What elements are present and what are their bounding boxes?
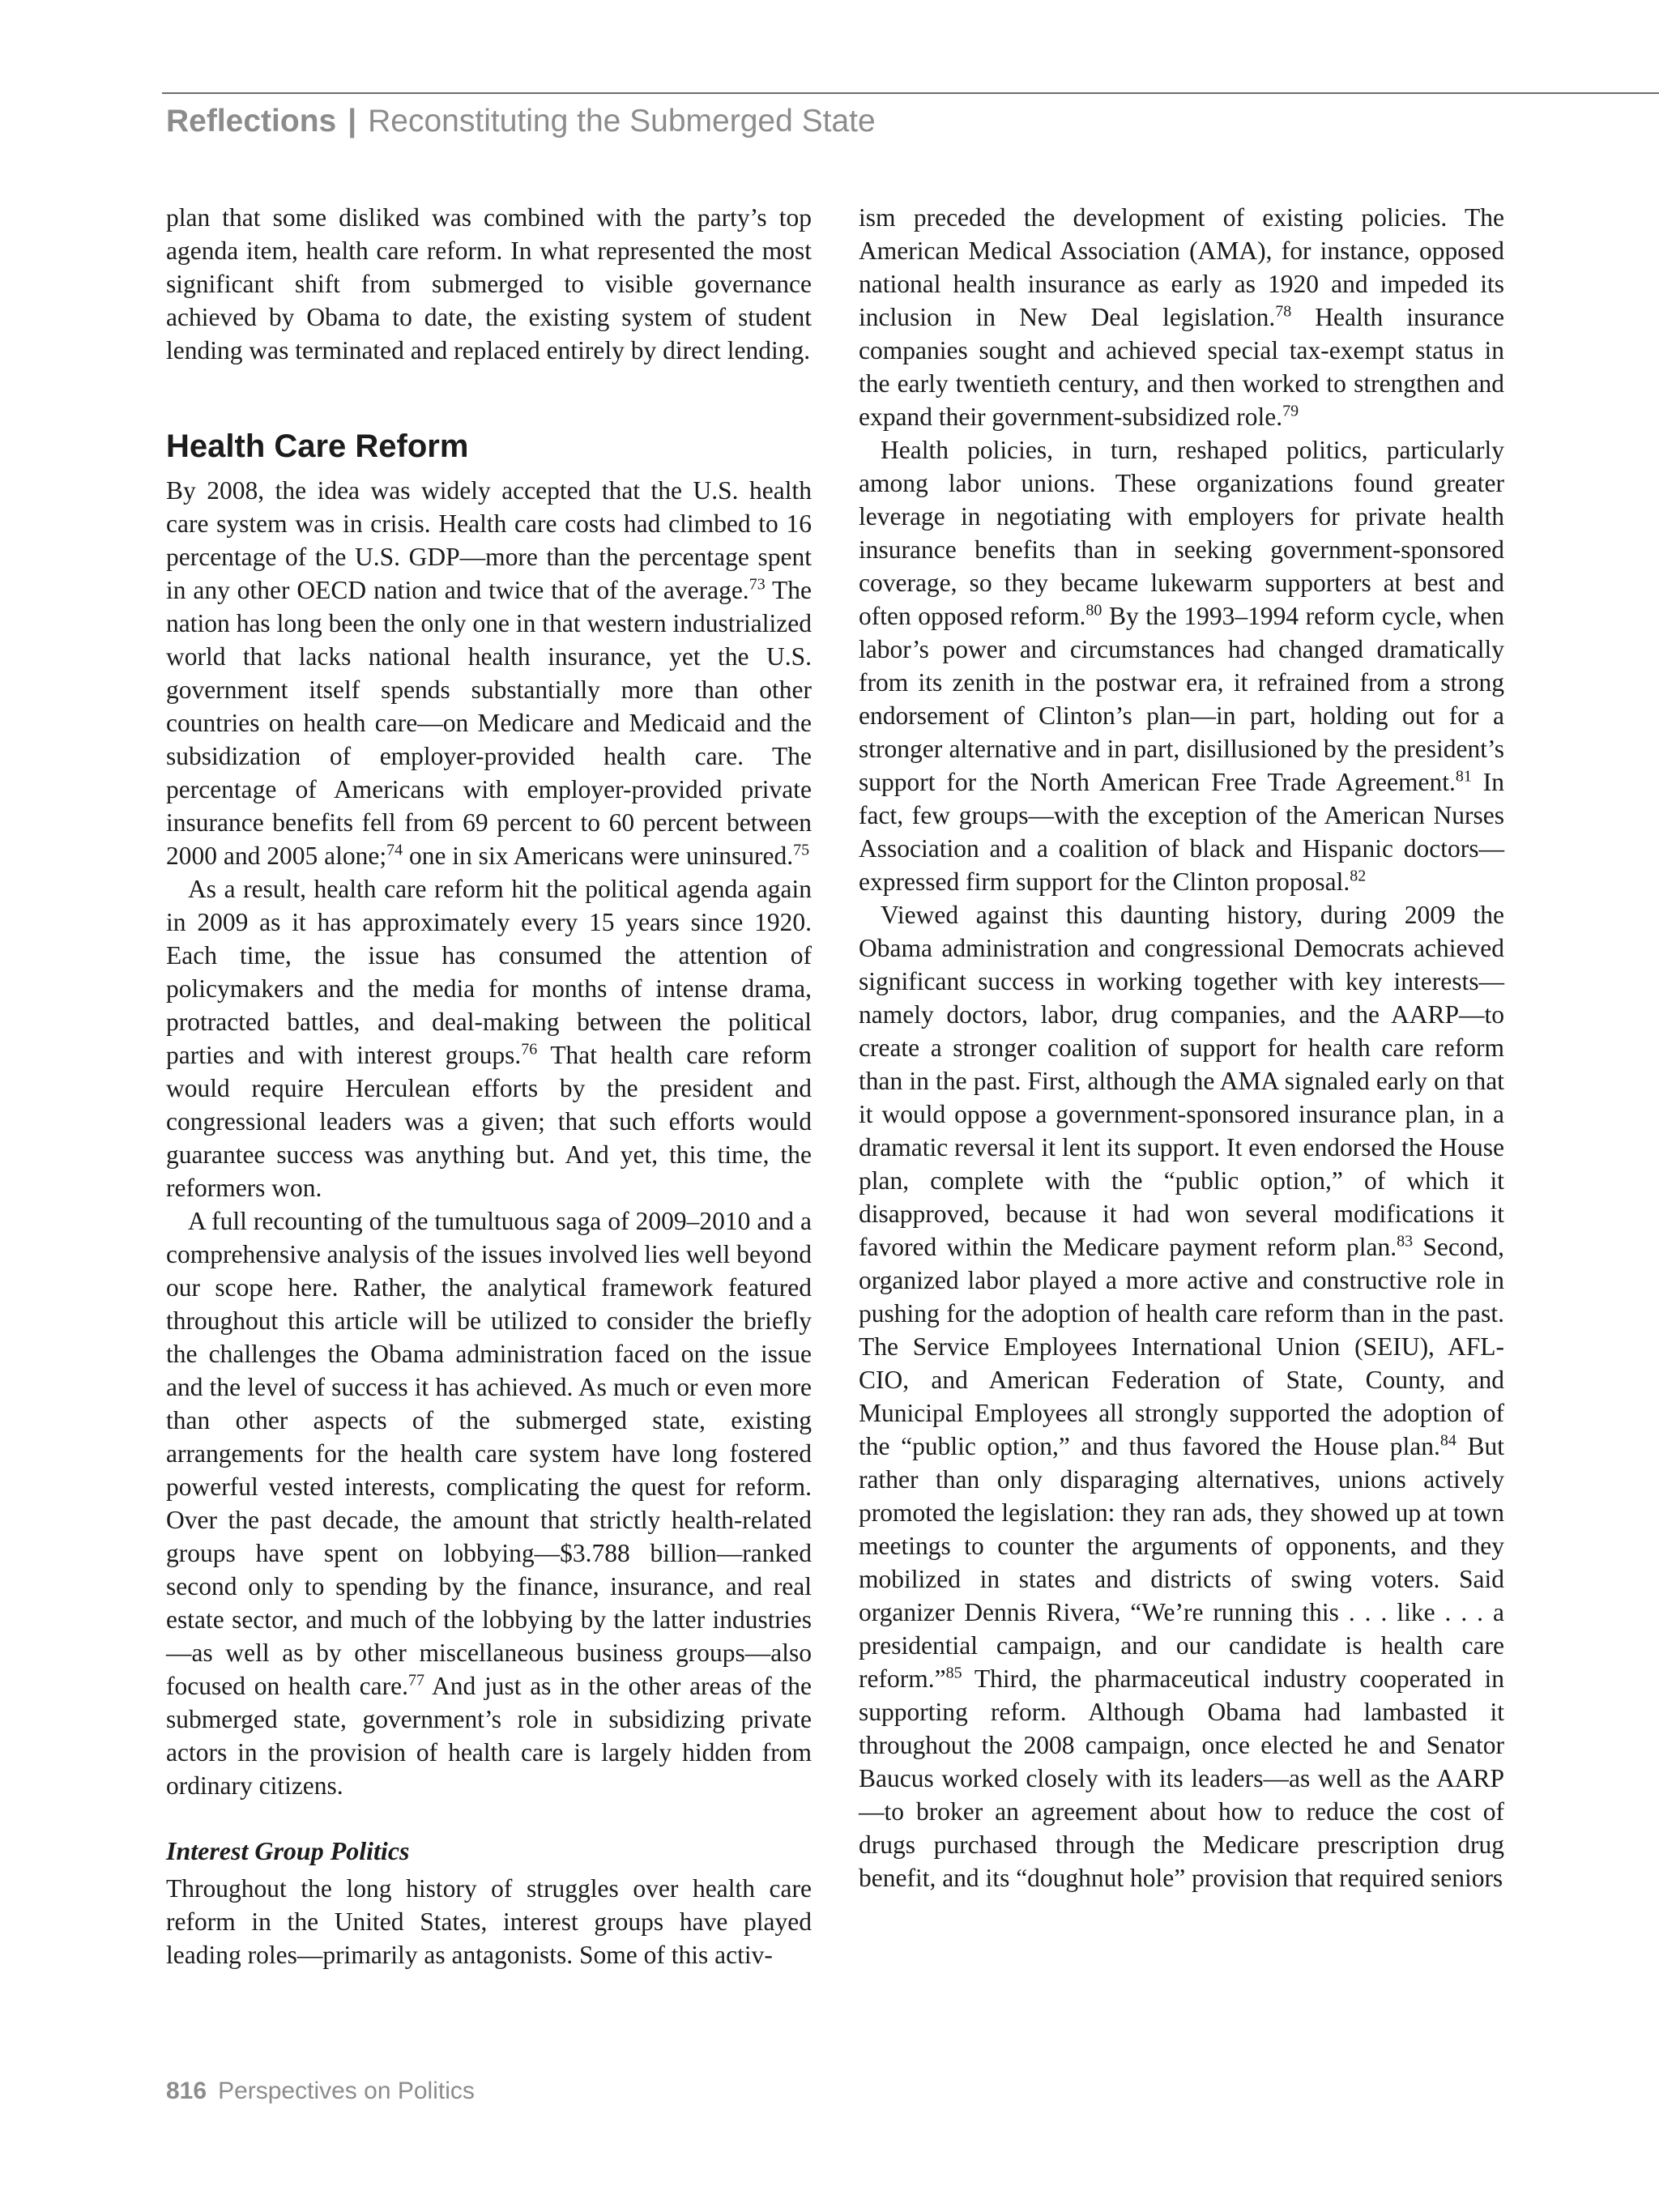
page-number: 816 <box>166 2078 207 2104</box>
running-head <box>166 104 876 139</box>
paragraph: As a result, health care reform hit the political agenda again in 2009 as it has approximately every 15 years since 1920. Each time, the issue has consumed the attention of policymakers and the media for months of intense drama, protracted battles, and deal-making between the political parties and with interest groups.$^{76}$ That health care reform would require Herculean efforts by the president and congressional leaders was a given; that such efforts would guarantee success was anything but. And yet, this time, the reformers won. <box>166 875 812 1202</box>
footnote-ref: 85 <box>945 1664 962 1682</box>
footnote-ref: 84 <box>1439 1431 1456 1450</box>
paragraph: Viewed against this daunting history, during 2009 the Obama administration and congressional Democrats achieved significant success in working together with key interests—namely doctors, labor, drug companies, and the AARP—to create a stronger coalition of support for health care reform than in the past. First, although the AMA signaled early on that it would oppose a government-sponsored insurance plan, in a dramatic reversal it lent its support. It even endorsed the House plan, complete with the “public option,” of which it disapproved, because it had won several modifications it favored within the Medicare payment reform plan.$^{83}$ Second, organized labor played a more active and constructive role in pushing for the adoption of health care reform than in the past. The Service Employees International Union (SEIU), AFL-CIO, and American Federation of State, County, and Municipal Employees all strongly supported the adoption of the “public option,” and thus favored the House plan.$^{84}$ But rather than only disparaging alternatives, unions actively promoted the legislation: they ran ads, they showed up at town meetings to counter the arguments of opponents, and they mobilized in states and districts of swing voters. Said organizer Dennis Rivera, “We’re running this . . . like . . . a presidential campaign, and our candidate is health care reform.”$^{85}$ Third, the pharmaceutical industry cooperated in supporting reform. Although Obama had lambasted it throughout the 2008 campaign, once elected he and Senator Baucus worked closely with its leaders—as well as the AARP—to broker an agreement about how to reduce the cost of drugs purchased through the Medicare prescription drug benefit, and its “doughnut hole” provision that required seniors <box>859 901 1504 1892</box>
paragraph: Health policies, in turn, reshaped politics, particularly among labor unions. These organizations found greater leverage in negotiating with employers for private health insurance benefits than in seeking government-sponsored coverage, so they became lukewarm supporters at best and often opposed reform.$^{80}$ By the 1993–1994 reform cycle, when labor’s power and circumstances had changed dramatically from its zenith in the postwar era, it refrained from a strong endorsement of Clinton’s plan—in part, holding out for a stronger alternative and in part, disillusioned by the president’s support for the North American Free Trade Agreement.$^{81}$ In fact, few groups—with the exception of the American Nurses Association and a coalition of black and Hispanic doctors—expressed firm support for the Clinton proposal.$^{82}$ <box>859 436 1504 896</box>
footnote-ref: 82 <box>1350 867 1367 885</box>
footnote-ref: 78 <box>1275 302 1292 321</box>
footnote-ref: 73 <box>748 575 766 594</box>
footnote-ref: 81 <box>1455 767 1472 786</box>
article-title: Reconstituting the Submerged State <box>368 104 876 139</box>
subsection-heading: Interest Group Politics <box>166 1836 410 1865</box>
section-label: Reflections <box>166 104 337 139</box>
footnote-ref: 79 <box>1282 402 1299 420</box>
header-rule <box>162 92 1659 94</box>
paragraph: Throughout the long history of struggles over health care reform in the United States, interest groups have played leading roles—primarily as antagonists. Some of this activ- <box>166 1874 812 1969</box>
paragraph: plan that some disliked was combined with the party’s top agenda item, health care reform. In what represented the most significant shift from submerged to visible governance achieved by Obama to date, the existing system of student lending was terminated and replaced entirely by direct lending. <box>166 203 812 364</box>
footnote-ref: 76 <box>521 1040 538 1059</box>
footnote-ref: 83 <box>1397 1232 1414 1251</box>
journal-name: Perspectives on Politics <box>218 2078 475 2104</box>
section-heading: Health Care Reform <box>166 428 469 464</box>
paragraph: A full recounting of the tumultuous saga of 2009–2010 and a comprehensive analysis of the issues involved lies well beyond our scope here. Rather, the analytical framework featured throughout this article will be utilized to consider the briefly the challenges the Obama administration faced on the issue and the level of success it has achieved. As much or even more than other aspects of the submerged state, existing arrangements for the health care system have long fostered powerful vested interests, complicating the quest for reform. Over the past decade, the amount that strictly health-related groups have spent on lobbying—$3.788 billion—ranked second only to spending by the finance, insurance, and real estate sector, and much of the lobbying by the latter industries—as well as by other miscellaneous business groups—also focused on health care.$^{77}$ And just as in the other areas of the submerged state, government’s role in subsidizing private actors in the provision of health care is largely hidden from ordinary citizens. <box>166 1207 812 1800</box>
footnote-ref: 74 <box>386 841 403 859</box>
paragraph: By 2008, the idea was widely accepted that the U.S. health care system was in crisis. Health care costs had climbed to 16 percentage of the U.S. GDP—more than the percentage spent in any other OECD nation and twice that of the average.$^{73}$ The nation has long been the only one in that western industrialized world that lacks national health insurance, yet the U.S. government itself spends substantially more than other countries on health care—on Medicare and Medicaid and the subsidization of employer-provided health care. The percentage of Americans with employer-provided private insurance benefits fell from 69 percent to 60 percent between 2000 and 2005 alone;$^{74}$ one in six Americans were uninsured.$^{75}$ <box>166 476 812 870</box>
paragraph: ism preceded the development of existing policies. The American Medical Association (AMA), for instance, opposed national health insurance as early as 1920 and impeded its inclusion in New Deal legislation.$^{78}$ Health insurance companies sought and achieved special tax-exempt status in the early twentieth century, and then worked to strengthen and expand their government-subsidized role.$^{79}$ <box>859 203 1504 431</box>
right-column <box>859 201 1504 1894</box>
left-column <box>166 201 812 1971</box>
header-separator: | <box>348 104 357 139</box>
footnote-ref: 75 <box>793 841 810 859</box>
footnote-ref: 80 <box>1085 601 1102 620</box>
footnote-ref: 77 <box>407 1671 424 1690</box>
page-footer <box>166 2078 475 2105</box>
